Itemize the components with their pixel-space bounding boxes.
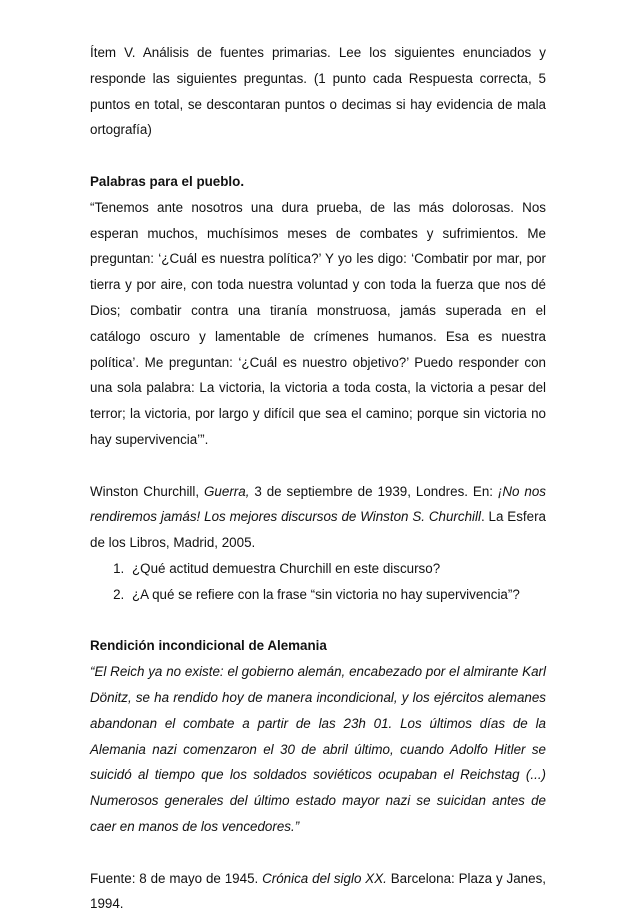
churchill-quote: “Tenemos ante nosotros una dura prueba, de las más dolorosas. Nos esperan muchos, muchísimos meses de combates y sufrimientos. Me preguntan: ‘¿Cuál es nuestra política?’ Y yo les digo: ‘Combatir por mar, por tierra y por aire, con toda nuestra voluntad y con toda la fuerza que nos dé Dios; combatir contra una tiranía monstruosa, jamás superada en el catálogo oscuro y lamentable de crímenes humanos. Esa es nuestra política’. Me preguntan: ‘¿Cuál es nuestro objetivo?’ Puedo responder con una sola palabra: La victoria, la victoria a toda costa, la victoria a pesar del terror; la victoria, por largo y difícil que sea el camino; porque sin victoria no hay supervivencia’”. <box>90 195 546 453</box>
source-publisher: Barcelona: Plaza y Janes, 1994. <box>90 871 546 912</box>
source-author: Winston Churchill, <box>90 484 204 499</box>
question-item: 2. ¿A qué se refiere con la frase “sin victoria no hay supervivencia”? <box>128 582 546 608</box>
source-details: 3 de septiembre de 1939, Londres. En: <box>249 484 498 499</box>
question-item: 1. ¿Qué actitud demuestra Churchill en este discurso? <box>128 556 546 582</box>
source-prefix: Fuente: 8 de mayo de 1945. <box>90 871 262 886</box>
source-work: Guerra, <box>204 484 249 499</box>
section-title-palabras: Palabras para el pueblo. <box>90 169 546 195</box>
spacer <box>90 143 546 169</box>
rendicion-source <box>90 866 546 917</box>
section-title-rendicion: Rendición incondicional de Alemania <box>90 633 546 659</box>
item-instructions: Ítem V. Análisis de fuentes primarias. Lee los siguientes enunciados y responde las siguientes preguntas. (1 punto cada Respuesta correcta, 5 puntos en total, se descontaran puntos o decimas si hay evidencia de mala ortografía) <box>90 40 546 143</box>
source-book: ¡No nos rendiremos jamás! Los mejores discursos de Winston S. Churchill <box>90 484 546 525</box>
source-book: Crónica del siglo XX. <box>262 871 387 886</box>
churchill-source <box>90 479 546 556</box>
spacer <box>90 608 546 634</box>
source-publisher: . La Esfera de los Libros, Madrid, 2005. <box>90 509 546 550</box>
question-list <box>90 556 546 608</box>
spacer <box>90 840 546 866</box>
spacer <box>90 453 546 479</box>
rendicion-quote: “El Reich ya no existe: el gobierno alemán, encabezado por el almirante Karl Dönitz, se ha rendido hoy de manera incondicional, y los ejércitos alemanes abandonan el combate a partir de las 23h 01. Los últimos días de la Alemania nazi comenzaron el 30 de abril último, cuando Adolfo Hitler se suicidó al tiempo que los soldados soviéticos ocupaban el Reichstag (...) Numerosos generales del último estado mayor nazi se suicidan antes de caer en manos de los vencedores.” <box>90 659 546 840</box>
